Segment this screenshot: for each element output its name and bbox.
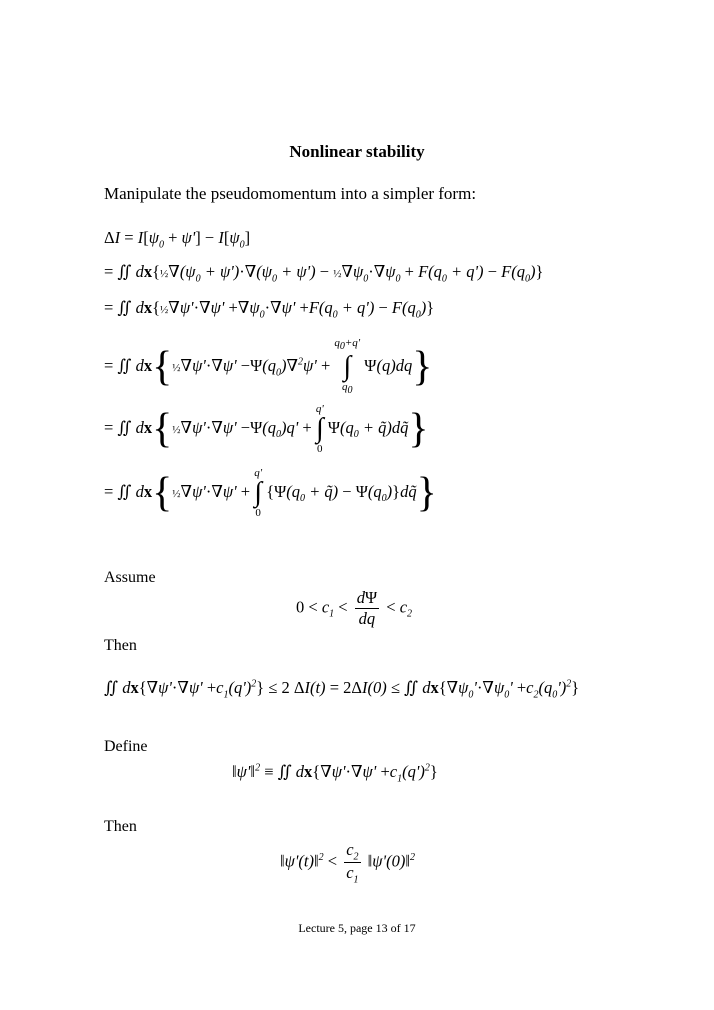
equation-line-6: = ∬ dx{½∇ψ'·∇ψ' + q' ∫ 0 {$\Psi(q_0$ + q̃) − $\Psi(q_0)\}dq̃$} <box>104 467 437 519</box>
equation-delta-i: $\Delta I = I[\psi_0 + \psi'] - I[\psi_0]$ <box>104 228 251 251</box>
page-title: Nonlinear stability <box>289 142 425 161</box>
equation-norm-definition: ‖ψ'‖$^2$ ≡ ∬ $dx\{\nabla\psi'\cdot\nabla\psi' +c_1(q')^2\}$ <box>232 762 438 785</box>
page-footer: Lecture 5, page 13 of 17 <box>298 921 416 935</box>
define-label: Define <box>104 738 148 755</box>
equation-line-5: = ∬ dx{½∇ψ'·∇ψ' $-\Psi(q_0)q' + q'$ ∫ 0 $\Psi(q_0$ + q̃)dq̃} <box>104 403 429 455</box>
then-label-1: Then <box>104 637 137 654</box>
equation-assume: $0 < c_1$ < $\frac{d\Psi}{dq}$ < $c_2$ <box>296 588 413 628</box>
equation-line-2: = ∬ $dx\{\frac{1}{2}\nabla(\psi_0 + \psi')\cdot\nabla(\psi_0 + \psi')$ − $\frac{1}{2}\nabla\psi_0\cdot\nabla\psi_0 + F(q_0 + q') - F(q_0)$} <box>104 262 544 285</box>
equation-stability-result: ‖ψ'(t)‖$^2$ < $\frac{c_2}{c_1}$ ‖ψ'(0)‖$^2$ <box>280 840 415 886</box>
equation-line-3: = ∬ dx{½∇ψ'·∇ψ' $+\nabla\psi_0\cdot\nabla\psi' +F(q_0 + q') - F(q_0)$} <box>104 298 435 321</box>
then-label-2: Then <box>104 818 137 835</box>
equation-bound: ∬ $dx\{\nabla\psi'\cdot\nabla\psi' +c_1(q')^2\} \le 2$ ΔI(t) = 2ΔI(0) ≤ ∬ $dx\{\nabla\psi_0'\cdot\nabla\psi_0' +c_2(q_0')^2\}$ <box>104 678 580 701</box>
assume-label: Assume <box>104 569 156 586</box>
equation-line-4: = ∬ dx{½∇ψ'·∇ψ' $-\Psi(q_0)\nabla^2\psi' + q_0+q'$ ∫ $q_0$ Ψ(q)dq} <box>104 337 433 397</box>
intro-text: Manipulate the pseudomomentum into a simpler form: <box>104 184 477 203</box>
